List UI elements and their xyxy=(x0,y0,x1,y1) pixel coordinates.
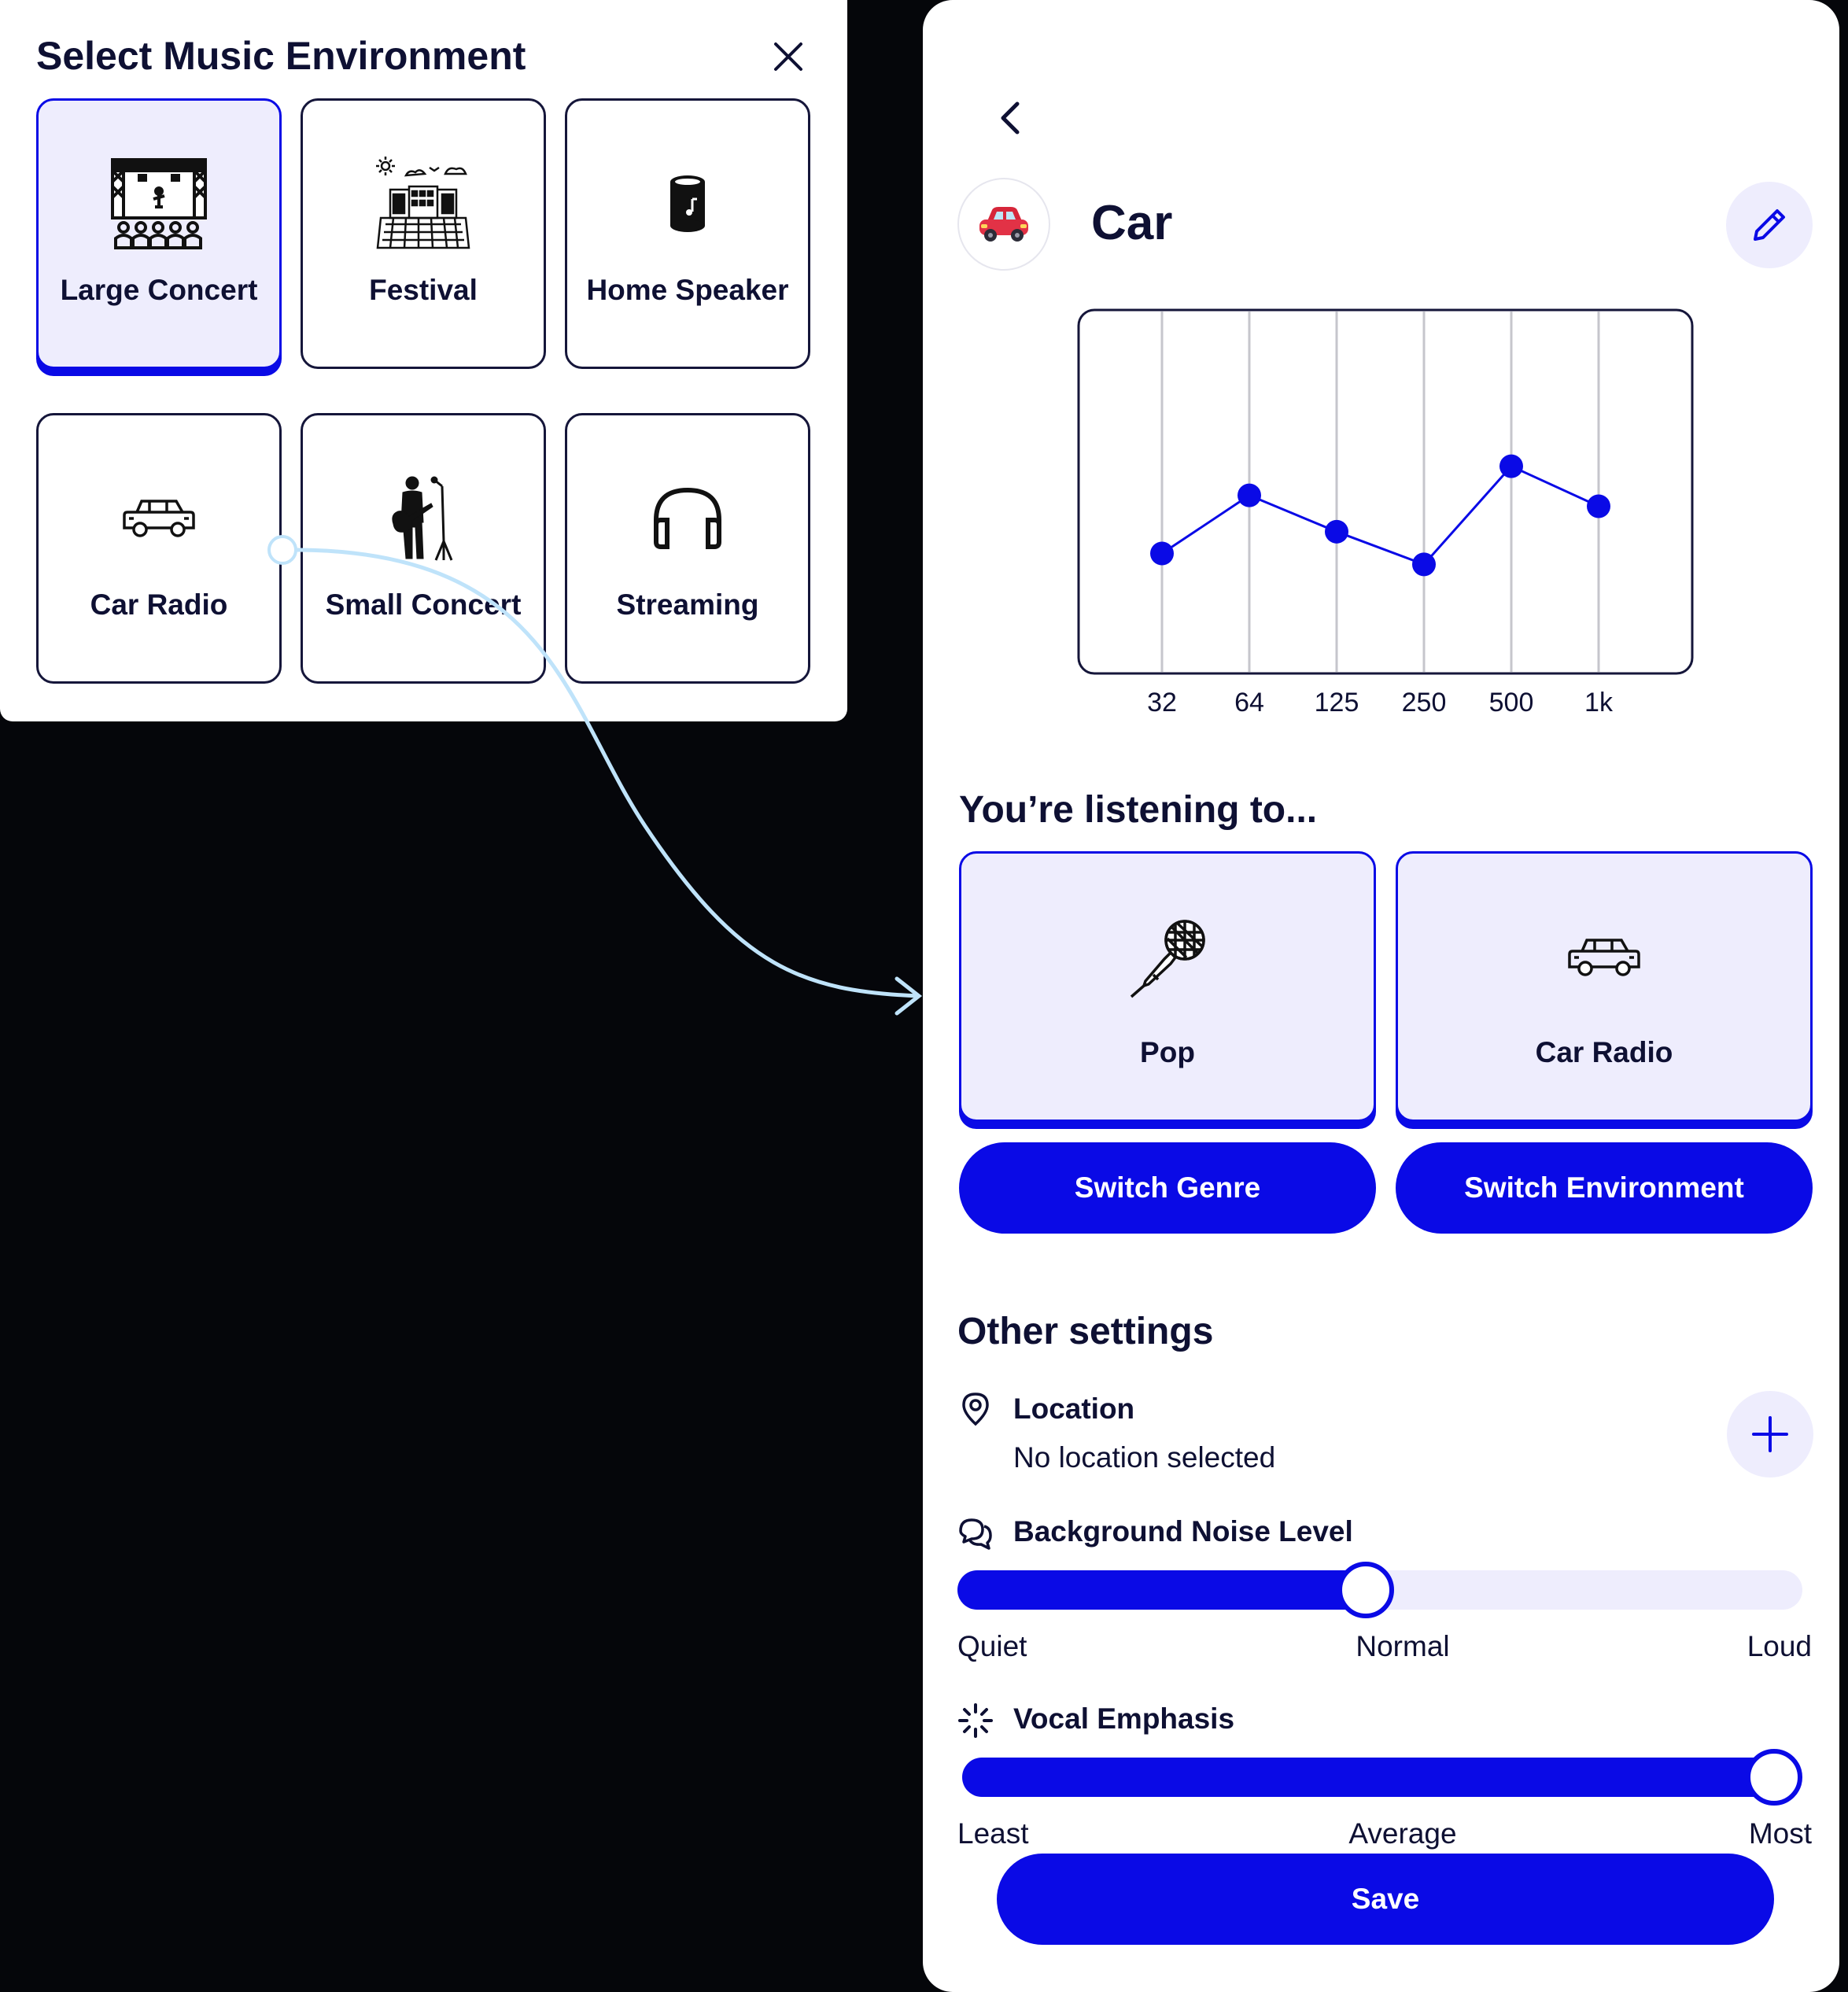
noise-slider[interactable] xyxy=(957,1570,1802,1610)
chart-point[interactable] xyxy=(1238,484,1261,507)
profile-name: Car xyxy=(1091,196,1173,250)
other-settings-title: Other settings xyxy=(957,1311,1214,1352)
chart-point[interactable] xyxy=(1412,552,1436,576)
tile-label: Home Speaker xyxy=(586,274,789,306)
profile-panel xyxy=(923,0,1839,1992)
noise-mid-label: Normal xyxy=(1356,1630,1450,1662)
switch-genre-button[interactable]: Switch Genre xyxy=(959,1142,1376,1234)
noise-max-label: Loud xyxy=(1747,1630,1812,1662)
tile-label: Streaming xyxy=(616,588,759,621)
environment-label: Car Radio xyxy=(1535,1036,1673,1068)
location-pin-icon xyxy=(957,1391,994,1427)
vocal-slider-fill xyxy=(962,1758,1794,1797)
tile-home-speaker[interactable] xyxy=(565,98,810,369)
car-icon xyxy=(1398,909,1810,1006)
edit-pencil-icon[interactable] xyxy=(1726,182,1813,268)
settings-scroll-area[interactable] xyxy=(923,1007,1839,1850)
tile-label: Festival xyxy=(369,274,478,306)
chart-tick-label: 250 xyxy=(1401,688,1447,717)
close-icon[interactable] xyxy=(768,36,809,77)
chart-frame xyxy=(1079,310,1692,673)
car-icon xyxy=(39,469,279,568)
location-value: No location selected xyxy=(1013,1441,1276,1474)
tile-label: Large Concert xyxy=(60,274,258,306)
headphones-icon xyxy=(567,469,808,568)
save-button[interactable]: Save xyxy=(997,1854,1774,1945)
vocal-max-label: Most xyxy=(1748,1817,1812,1850)
add-location-icon[interactable] xyxy=(1727,1391,1813,1477)
chart-tick-label: 32 xyxy=(1147,688,1177,717)
festival-icon xyxy=(303,154,544,253)
tile-streaming[interactable] xyxy=(565,413,810,684)
car-emoji-icon xyxy=(957,178,1050,271)
chart-point[interactable] xyxy=(1325,520,1348,544)
tile-car-radio[interactable] xyxy=(36,413,282,684)
noise-slider-fill xyxy=(957,1570,1385,1610)
modal-title: Select Music Environment xyxy=(36,34,526,78)
location-label: Location xyxy=(1013,1393,1135,1425)
listening-title: You’re listening to... xyxy=(959,789,1318,831)
tile-label: Car Radio xyxy=(90,588,228,621)
sparkle-loader-icon xyxy=(957,1702,994,1739)
chart-tick-label: 1k xyxy=(1584,688,1613,717)
guitarist-icon xyxy=(303,469,544,568)
tile-festival[interactable] xyxy=(301,98,546,369)
chart-point[interactable] xyxy=(1150,542,1174,566)
vocal-mid-label: Average xyxy=(1348,1817,1457,1850)
noise-min-label: Quiet xyxy=(957,1630,1027,1662)
speaker-icon xyxy=(567,154,808,253)
vocal-label: Vocal Emphasis xyxy=(1013,1702,1235,1735)
genre-label: Pop xyxy=(1140,1036,1195,1068)
noise-label: Background Noise Level xyxy=(1013,1515,1353,1547)
chart-tick-label: 500 xyxy=(1488,688,1534,717)
equalizer-chart[interactable] xyxy=(1077,308,1694,725)
vocal-slider[interactable] xyxy=(962,1758,1802,1797)
chart-tick-label: 125 xyxy=(1314,688,1359,717)
chart-point[interactable] xyxy=(1587,494,1610,518)
chart-point[interactable] xyxy=(1499,455,1523,478)
tile-large-concert[interactable] xyxy=(36,98,282,369)
environment-modal xyxy=(0,0,847,721)
switch-environment-button[interactable]: Switch Environment xyxy=(1396,1142,1813,1234)
chart-tick-label: 64 xyxy=(1234,688,1264,717)
tile-small-concert[interactable] xyxy=(301,413,546,684)
microphone-icon xyxy=(961,909,1374,1006)
chat-bubbles-icon xyxy=(957,1515,994,1551)
noise-slider-thumb[interactable] xyxy=(1337,1562,1394,1618)
back-arrow-icon[interactable] xyxy=(986,93,1036,143)
vocal-slider-thumb[interactable] xyxy=(1746,1749,1802,1806)
concert-stage-icon xyxy=(39,154,279,253)
tile-label: Small Concert xyxy=(325,588,522,621)
vocal-min-label: Least xyxy=(957,1817,1029,1850)
